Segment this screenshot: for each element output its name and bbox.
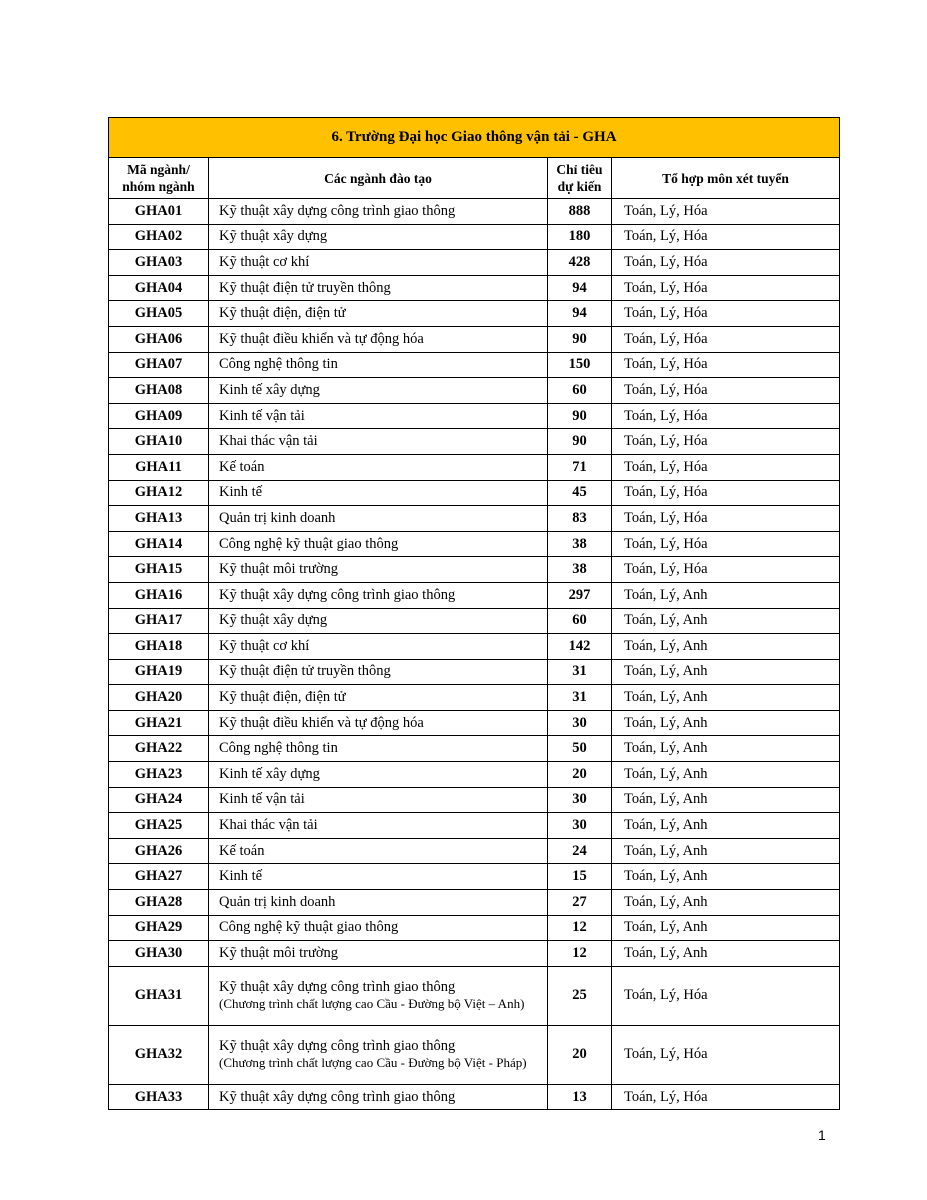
program-quota: 30 [548,787,612,813]
program-quota: 25 [548,966,612,1025]
program-name [209,480,548,506]
program-name [209,454,548,480]
program-quota: 31 [548,685,612,711]
program-code: GHA15 [109,557,209,583]
subject-combo: Toán, Lý, Hóa [612,1084,840,1110]
program-name-text: Kỹ thuật điện, điện tử [219,689,346,706]
program-quota: 83 [548,506,612,532]
subject-combo: Toán, Lý, Anh [612,762,840,788]
program-code: GHA10 [109,429,209,455]
program-name [209,685,548,711]
program-quota: 297 [548,582,612,608]
program-code: GHA22 [109,736,209,762]
program-quota: 94 [548,301,612,327]
program-code: GHA29 [109,915,209,941]
program-name [209,890,548,916]
program-name-text: Khai thác vận tải [219,433,318,450]
table-row [109,1084,840,1110]
subject-combo: Toán, Lý, Hóa [612,250,840,276]
subject-combo: Toán, Lý, Anh [612,890,840,916]
program-quota: 12 [548,941,612,967]
program-name [209,736,548,762]
program-name [209,710,548,736]
subject-combo: Toán, Lý, Hóa [612,454,840,480]
subject-combo: Toán, Lý, Hóa [612,275,840,301]
table-row [109,352,840,378]
program-code: GHA26 [109,838,209,864]
program-code: GHA28 [109,890,209,916]
program-code: GHA05 [109,301,209,327]
program-name [209,531,548,557]
table-row [109,1025,840,1084]
program-name [209,403,548,429]
program-code: GHA14 [109,531,209,557]
program-quota: 90 [548,429,612,455]
table-row [109,582,840,608]
table-row [109,966,840,1025]
program-name [209,429,548,455]
program-name-text: Khai thác vận tải [219,817,318,834]
table-row [109,326,840,352]
program-quota: 94 [548,275,612,301]
subject-combo: Toán, Lý, Anh [612,685,840,711]
program-quota: 20 [548,1025,612,1084]
program-code: GHA25 [109,813,209,839]
table-row [109,890,840,916]
table-row [109,224,840,250]
subject-combo: Toán, Lý, Hóa [612,506,840,532]
program-quota: 15 [548,864,612,890]
program-code: GHA16 [109,582,209,608]
subject-combo: Toán, Lý, Hóa [612,480,840,506]
program-name [209,966,548,1025]
subject-combo: Toán, Lý, Hóa [612,224,840,250]
program-quota: 142 [548,634,612,660]
program-name [209,941,548,967]
program-code: GHA24 [109,787,209,813]
subject-combo: Toán, Lý, Anh [612,813,840,839]
program-quota: 428 [548,250,612,276]
subject-combo: Toán, Lý, Anh [612,659,840,685]
program-name-text: Công nghệ kỹ thuật giao thông [219,535,399,552]
table-row [109,429,840,455]
program-name-text: Kỹ thuật xây dựng [219,612,328,629]
program-name [209,838,548,864]
program-code: GHA08 [109,378,209,404]
program-quota: 20 [548,762,612,788]
program-quota: 30 [548,813,612,839]
program-code: GHA20 [109,685,209,711]
program-name [209,608,548,634]
program-name [209,378,548,404]
subject-combo: Toán, Lý, Anh [612,864,840,890]
program-name [209,557,548,583]
table-row [109,941,840,967]
header-combo: Tổ hợp môn xét tuyển [612,158,840,199]
program-name [209,506,548,532]
program-quota: 150 [548,352,612,378]
table-row [109,864,840,890]
program-name-text: Kỹ thuật môi trường [219,561,339,578]
page-number: 1 [818,1127,826,1143]
table-row [109,250,840,276]
program-name-text: Kỹ thuật cơ khí [219,253,310,270]
program-code: GHA19 [109,659,209,685]
program-name-text: Quản trị kinh doanh [219,509,336,526]
program-name [209,301,548,327]
program-name-text: Kỹ thuật điện tử truyền thông [219,663,391,680]
subject-combo: Toán, Lý, Anh [612,915,840,941]
subject-combo: Toán, Lý, Anh [612,710,840,736]
program-quota: 38 [548,557,612,583]
table-row [109,301,840,327]
table-row [109,685,840,711]
program-name-text: Công nghệ kỹ thuật giao thông [219,919,399,936]
subject-combo: Toán, Lý, Hóa [612,966,840,1025]
program-code: GHA18 [109,634,209,660]
program-quota: 50 [548,736,612,762]
subject-combo: Toán, Lý, Hóa [612,301,840,327]
table-title-row [109,118,840,158]
subject-combo: Toán, Lý, Anh [612,634,840,660]
program-quota: 90 [548,326,612,352]
program-name-text: Kỹ thuật điện, điện tử [219,305,346,322]
table-row [109,480,840,506]
program-name [209,813,548,839]
program-name [209,762,548,788]
table-row [109,506,840,532]
program-code: GHA23 [109,762,209,788]
program-code: GHA30 [109,941,209,967]
program-name [209,915,548,941]
program-quota: 30 [548,710,612,736]
program-quota: 13 [548,1084,612,1110]
table-row [109,915,840,941]
header-quota: Chỉ tiêu dự kiến [548,158,612,199]
table-row [109,275,840,301]
program-quota: 90 [548,403,612,429]
subject-combo: Toán, Lý, Anh [612,736,840,762]
program-name-text: Kỹ thuật xây dựng công trình giao thông [219,979,456,996]
subject-combo: Toán, Lý, Anh [612,941,840,967]
table-row [109,634,840,660]
program-name-text: Công nghệ thông tin [219,356,338,373]
subject-combo: Toán, Lý, Hóa [612,352,840,378]
program-code: GHA21 [109,710,209,736]
program-name [209,326,548,352]
subject-combo: Toán, Lý, Hóa [612,403,840,429]
program-name [209,224,548,250]
program-quota: 60 [548,378,612,404]
program-note: (Chương trình chất lượng cao Cầu - Đường bộ Việt - Pháp) [219,1055,527,1071]
program-code: GHA17 [109,608,209,634]
program-name-text: Kế toán [219,842,265,859]
program-name-text: Kỹ thuật điện tử truyền thông [219,279,391,296]
program-code: GHA09 [109,403,209,429]
program-code: GHA31 [109,966,209,1025]
table-row [109,659,840,685]
subject-combo: Toán, Lý, Hóa [612,199,840,225]
program-code: GHA32 [109,1025,209,1084]
program-quota: 24 [548,838,612,864]
program-note: (Chương trình chất lượng cao Cầu - Đường bộ Việt – Anh) [219,996,525,1012]
program-name-text: Kinh tế xây dựng [219,381,320,398]
header-code: Mã ngành/ nhóm ngành [109,158,209,199]
program-name [209,634,548,660]
program-name-text: Kỹ thuật xây dựng công trình giao thông [219,586,456,603]
program-quota: 27 [548,890,612,916]
program-name-text: Kỹ thuật xây dựng công trình giao thông [219,1088,456,1105]
program-code: GHA27 [109,864,209,890]
program-name-text: Kỹ thuật xây dựng công trình giao thông [219,1038,456,1055]
program-name-text: Kinh tế vận tải [219,791,305,808]
table-title: 6. Trường Đại học Giao thông vận tải - GHA [109,118,840,158]
program-name-text: Kỹ thuật xây dựng công trình giao thông [219,202,456,219]
program-code: GHA06 [109,326,209,352]
table-row [109,403,840,429]
program-name [209,275,548,301]
subject-combo: Toán, Lý, Anh [612,608,840,634]
program-code: GHA33 [109,1084,209,1110]
program-code: GHA11 [109,454,209,480]
program-name-text: Quản trị kinh doanh [219,893,336,910]
program-name-text: Kỹ thuật môi trường [219,945,339,962]
program-quota: 38 [548,531,612,557]
subject-combo: Toán, Lý, Anh [612,787,840,813]
program-quota: 71 [548,454,612,480]
program-name-text: Kinh tế [219,868,263,885]
program-name-text: Kỹ thuật điều khiển và tự động hóa [219,330,424,347]
program-name [209,199,548,225]
subject-combo: Toán, Lý, Hóa [612,378,840,404]
subject-combo: Toán, Lý, Hóa [612,326,840,352]
header-program: Các ngành đào tạo [209,158,548,199]
subject-combo: Toán, Lý, Anh [612,838,840,864]
table-row [109,710,840,736]
program-quota: 12 [548,915,612,941]
table-row [109,557,840,583]
table-row [109,531,840,557]
program-name [209,352,548,378]
program-code: GHA07 [109,352,209,378]
program-name [209,582,548,608]
table-row [109,608,840,634]
table-row [109,813,840,839]
table-row [109,838,840,864]
table-row [109,762,840,788]
program-name-text: Kinh tế xây dựng [219,765,320,782]
program-name-text: Kinh tế [219,484,263,501]
program-name-text: Kỹ thuật điều khiển và tự động hóa [219,714,424,731]
program-name [209,250,548,276]
admissions-table [108,117,840,1110]
program-code: GHA12 [109,480,209,506]
program-name-text: Kế toán [219,458,265,475]
program-name [209,787,548,813]
program-quota: 888 [548,199,612,225]
table-row [109,378,840,404]
subject-combo: Toán, Lý, Hóa [612,557,840,583]
program-name [209,1025,548,1084]
table-row [109,454,840,480]
subject-combo: Toán, Lý, Hóa [612,531,840,557]
program-name-text: Kinh tế vận tải [219,407,305,424]
subject-combo: Toán, Lý, Hóa [612,1025,840,1084]
program-name [209,1084,548,1110]
table-row [109,199,840,225]
program-code: GHA01 [109,199,209,225]
program-name-text: Công nghệ thông tin [219,740,338,757]
program-code: GHA04 [109,275,209,301]
program-name [209,864,548,890]
subject-combo: Toán, Lý, Hóa [612,429,840,455]
header-row [109,158,840,199]
program-quota: 45 [548,480,612,506]
program-name-text: Kỹ thuật xây dựng [219,228,328,245]
table-row [109,787,840,813]
program-quota: 31 [548,659,612,685]
program-code: GHA13 [109,506,209,532]
program-name-text: Kỹ thuật cơ khí [219,637,310,654]
program-code: GHA02 [109,224,209,250]
table-row [109,736,840,762]
program-quota: 60 [548,608,612,634]
subject-combo: Toán, Lý, Anh [612,582,840,608]
program-code: GHA03 [109,250,209,276]
program-name [209,659,548,685]
program-quota: 180 [548,224,612,250]
